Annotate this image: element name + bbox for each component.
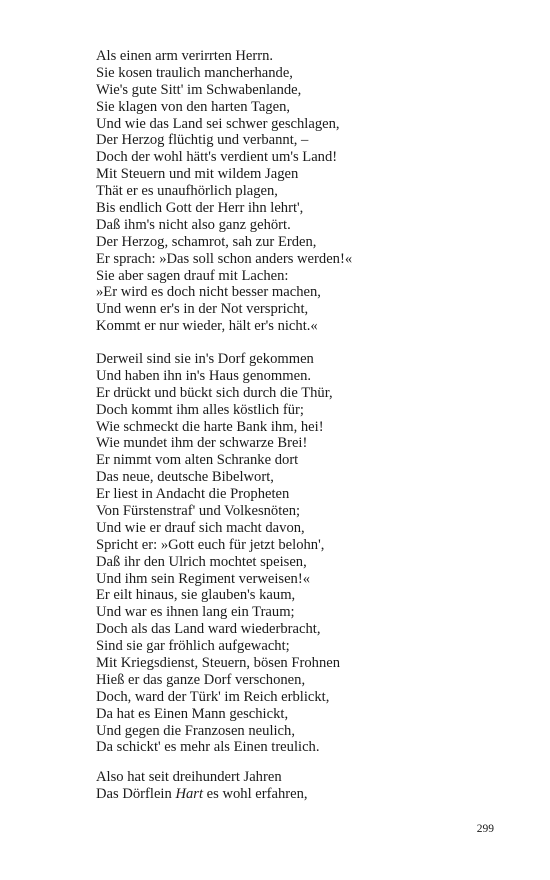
verse-line: Der Herzog flüchtig und verbannt, – xyxy=(96,132,309,149)
verse-line: Da schickt' es mehr als Einen treulich. xyxy=(96,739,320,756)
verse-line: Wie mundet ihm der schwarze Brei! xyxy=(96,435,308,452)
verse-line: Spricht er: »Gott euch für jetzt belohn', xyxy=(96,536,325,553)
verse-line: Also hat seit dreihundert Jahren xyxy=(96,769,282,785)
verse-text-after: es wohl erfahren, xyxy=(203,785,308,802)
verse-line: Doch kommt ihm alles köstlich für; xyxy=(96,401,304,418)
verse-line: Daß ihr den Ulrich mochtet speisen, xyxy=(96,553,307,570)
verse-line: Als einen arm verirrten Herrn. xyxy=(96,48,274,64)
verse-line: Daß ihm's nicht also ganz gehört. xyxy=(96,216,291,233)
verse-line: Wie schmeckt die harte Bank ihm, hei! xyxy=(96,418,324,435)
verse-line: Hieß er das ganze Dorf verschonen, xyxy=(96,671,306,688)
verse-line: Sie klagen von den harten Tagen, xyxy=(96,98,291,115)
verse-line: Mit Steuern und mit wildem Jagen xyxy=(96,166,299,183)
verse-line: Er sprach: »Das soll schon anders werden!« xyxy=(96,250,353,267)
verse-line: Doch der wohl hätt's verdient um's Land! xyxy=(96,149,338,166)
verse-line: Da hat es Einen Mann geschickt, xyxy=(96,705,289,722)
verse-line: Und wenn er's in der Not verspricht, xyxy=(96,301,309,318)
verse-line: Von Fürstenstraf' und Volkesnöten; xyxy=(96,503,301,520)
verse-line: Doch, ward der Türk' im Reich erblickt, xyxy=(96,688,330,705)
verse-line: Sind sie gar fröhlich aufgewacht; xyxy=(96,638,290,655)
verse-line: Er drückt und bückt sich durch die Thür, xyxy=(96,384,333,401)
verse-line: Und wie er drauf sich macht davon, xyxy=(96,519,305,536)
stanza-3 xyxy=(96,769,308,803)
verse-text-before: Das Dörflein xyxy=(96,785,176,802)
verse-line: Und haben ihn in's Haus genommen. xyxy=(96,367,312,384)
verse-line: Sie aber sagen drauf mit Lachen: xyxy=(96,267,289,284)
verse-emphasis: Hart xyxy=(175,785,204,802)
verse-line: Kommt er nur wieder, hält er's nicht.« xyxy=(96,318,318,335)
stanza-2 xyxy=(96,351,340,756)
verse-line: Mit Kriegsdienst, Steuern, bösen Frohnen xyxy=(96,655,341,672)
verse-line: Er nimmt vom alten Schranke dort xyxy=(96,452,299,469)
verse-line: Der Herzog, schamrot, sah zur Erden, xyxy=(96,233,317,250)
verse-line: Wie's gute Sitt' im Schwabenlande, xyxy=(96,81,302,98)
verse-line-final xyxy=(96,786,308,803)
verse-line: Er eilt hinaus, sie glauben's kaum, xyxy=(96,587,296,604)
verse-line: Und war es ihnen lang ein Traum; xyxy=(96,604,295,621)
verse-line: Derweil sind sie in's Dorf gekommen xyxy=(96,351,314,367)
stanza-1 xyxy=(96,48,352,335)
verse-line: Doch als das Land ward wiederbracht, xyxy=(96,621,321,638)
verse-line: Und gegen die Franzosen neulich, xyxy=(96,722,295,739)
verse-line: Er liest in Andacht die Propheten xyxy=(96,486,290,503)
verse-line: Bis endlich Gott der Herr ihn lehrt', xyxy=(96,200,304,217)
verse-line: Sie kosen traulich mancherhande, xyxy=(96,64,293,81)
verse-line: Thät er es unaufhörlich plagen, xyxy=(96,183,278,200)
verse-line: »Er wird es doch nicht besser machen, xyxy=(96,284,321,301)
page-number: 299 xyxy=(476,823,494,835)
verse-line: Und wie das Land sei schwer geschlagen, xyxy=(96,115,340,132)
verse-line: Und ihm sein Regiment verweisen!« xyxy=(96,570,310,587)
verse-line: Das neue, deutsche Bibelwort, xyxy=(96,469,274,486)
